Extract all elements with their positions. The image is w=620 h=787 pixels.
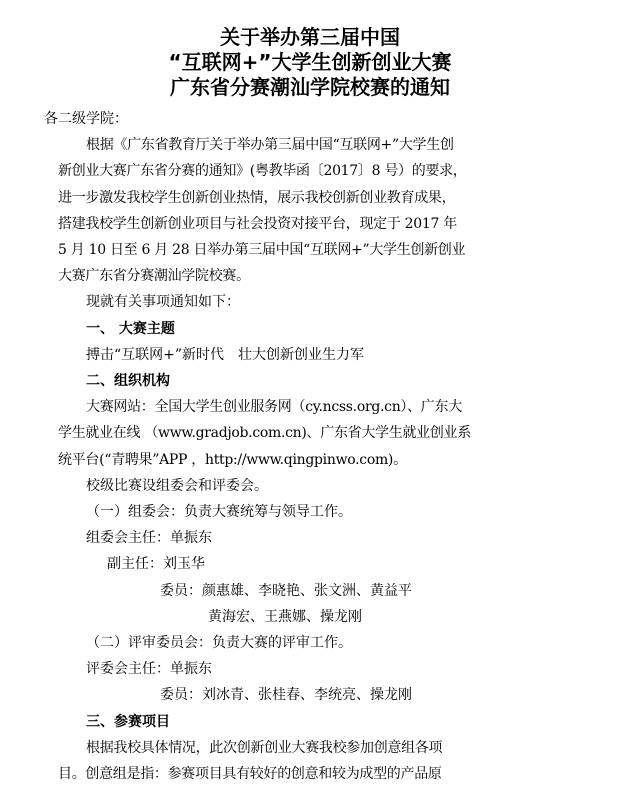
- org-committee-director: 组委会主任：单振东: [86, 530, 212, 547]
- website-line-1: 大赛网站：全国大学生创业服务网（cy.ncss.org.cn）、广东大: [86, 399, 462, 416]
- para1-line-6: 大赛广东省分赛潮汕学院校赛。: [58, 268, 250, 285]
- org-committee-title: （一）组委会：负责大赛统筹与领导工作。: [86, 504, 352, 521]
- para1-line-1: 根据《广东省教育厅关于举办第三届中国“互联网+”大学生创: [86, 137, 454, 154]
- document-body: [44, 106, 558, 787]
- para1-line-4: 搭建我校学生创新创业项目与社会投资对接平台，现定于 2017 年: [58, 215, 457, 232]
- committee-intro: 校级比赛设组委会和评委会。: [86, 477, 268, 494]
- jury-committee-director: 评委会主任：单振东: [86, 661, 212, 678]
- title-line-1: 关于举办第三届中国: [220, 25, 400, 49]
- para1-line-2: 新创业大赛广东省分赛的通知》(粤教毕函〔2017〕8 号）的要求，: [58, 163, 467, 180]
- org-committee-members-2: 黄海宏、王燕娜、操龙刚: [208, 608, 362, 625]
- website-line-2: 学生就业在线 （www.gradjob.com.cn)、广东省大学生就业创业系: [58, 425, 471, 442]
- title-line-3: 广东省分赛潮汕学院校赛的通知: [170, 75, 450, 99]
- document-title: [0, 0, 620, 100]
- section-1-heading: 一、 大赛主题: [86, 320, 175, 337]
- section-3-line-1: 根据我校具体情况，此次创新创业大赛我校参加创意组各项: [86, 739, 443, 756]
- para1-line-3: 进一步激发我校学生创新创业热情，展示我校创新创业教育成果，: [58, 189, 456, 206]
- para1-line-5: 5 月 10 日至 6 月 28 日举办第三届中国“互联网+”大学生创新创业: [58, 242, 466, 259]
- org-committee-deputy: 副主任：刘玉华: [107, 556, 205, 573]
- salutation: 各二级学院：: [44, 111, 128, 127]
- section-2-heading: 二、组织机构: [86, 373, 170, 390]
- website-line-3: 统平台(“青聘果”APP ，http://www.qingpinwo.com)。: [58, 451, 407, 468]
- section-3-heading: 三、参赛项目: [86, 713, 170, 730]
- jury-committee-title: （二）评审委员会：负责大赛的评审工作。: [86, 635, 352, 652]
- jury-committee-members: 委员：刘冰青、张桂春、李统亮、操龙刚: [160, 687, 412, 704]
- org-committee-members-1: 委员：颜惠雄、李晓艳、张文洲、黄益平: [160, 582, 412, 599]
- section-1-text: 搏击“互联网+”新时代 壮大创新创业生力军: [86, 346, 365, 363]
- section-3-line-2: 目。创意组是指：参赛项目具有较好的创意和较为成型的产品原: [58, 766, 442, 783]
- title-line-2: “互联网+”大学生创新创业大赛: [168, 50, 452, 74]
- notice-intro: 现就有关事项通知如下：: [86, 294, 240, 311]
